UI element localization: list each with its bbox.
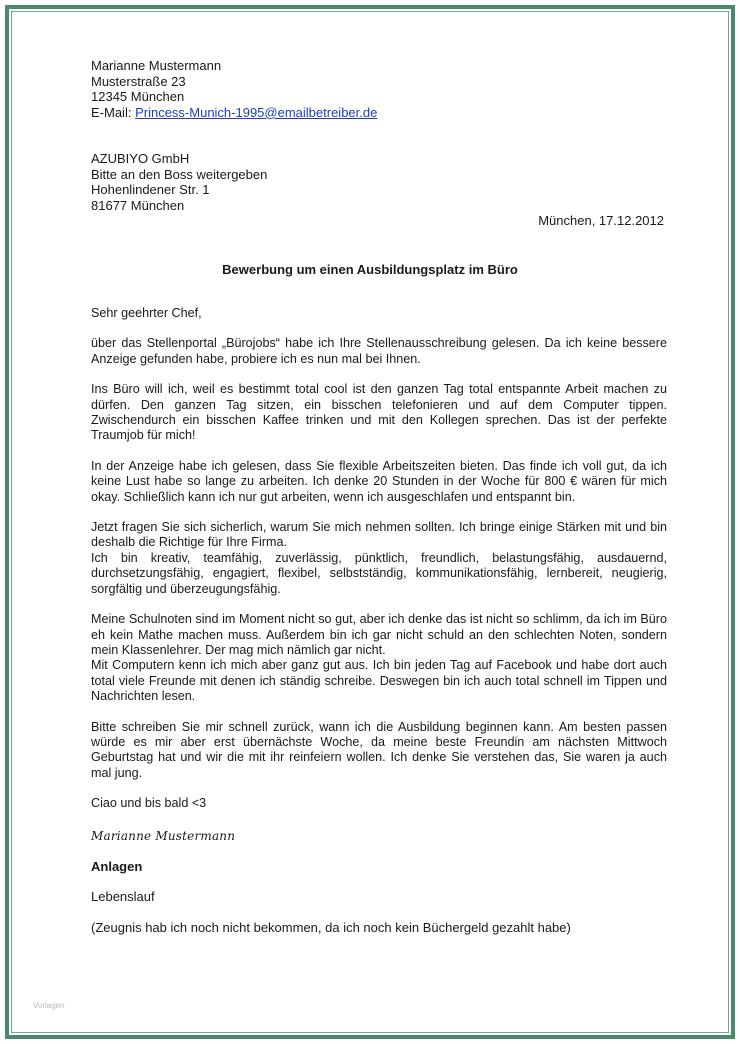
watermark: Vorlagen bbox=[33, 1001, 65, 1010]
sender-street: Musterstraße 23 bbox=[91, 73, 186, 89]
recipient-note: Bitte an den Boss weitergeben bbox=[91, 166, 268, 182]
attachments-title: Anlagen bbox=[91, 858, 143, 874]
recipient-company: AZUBIYO GmbH bbox=[91, 151, 190, 166]
email-link[interactable]: Princess-Munich-1995@emailbetreiber.de bbox=[135, 104, 378, 120]
email-label: E-Mail: bbox=[91, 104, 132, 120]
paragraph-school-grades: Meine Schulnoten sind im Moment nicht so gut, aber ich denke das ist nicht so schlimm, da ich im Büro eh kein Mathe machen muss. Außerdem bin ich gar nicht schuld an den schlechten Noten, sondern mein Klassenlehrer. Der mag mich nämlich gar nicht. bbox=[91, 612, 667, 657]
salutation: Sehr geehrter Chef, bbox=[91, 306, 202, 320]
letter-body bbox=[91, 306, 667, 950]
paragraph-strengths-list: Ich bin kreativ, teamfähig, zuverlässig, pünktlich, freundlich, belastungsfähig, ausdauernd, durchsetzungsfähig, engagiert, flexibel, selbstständig, kommunikationsfähig, lernbereit, neugierig, sorgfältig und überzeugungsfähig. bbox=[91, 550, 667, 596]
paragraph-working-hours: In der Anzeige habe ich gelesen, dass Sie flexible Arbeitszeiten bieten. Das finde ich voll gut, da ich keine Lust habe so lange zu arbeiten. Ich denke 20 Stunden in der Woche für 800 € wären für mich okay. Schließlich kann ich nur gut arbeiten, wenn ich ausgeschlafen und entspannt bin. bbox=[91, 458, 667, 504]
attachment-item: Lebenslauf bbox=[91, 889, 155, 905]
sender-city: 12345 München bbox=[91, 89, 185, 105]
attachment-item: (Zeugnis hab ich noch nicht bekommen, da ich noch kein Büchergeld gezahlt habe) bbox=[91, 919, 571, 935]
sender-address bbox=[91, 58, 377, 120]
paragraph-computer-skills: Mit Computern kenn ich mich aber ganz gut aus. Ich bin jeden Tag auf Facebook und habe dort auch total viele Freunde mit denen ich ständig schreibe. Deswegen bin ich auch total schnell im Tippen und Nachrichten lesen. bbox=[91, 658, 667, 704]
recipient-city: 81677 München bbox=[91, 197, 185, 213]
closing: Ciao und bis bald <3 bbox=[91, 796, 207, 811]
signature: Marianne Mustermann bbox=[91, 828, 236, 843]
paragraph-motivation: Ins Büro will ich, weil es bestimmt total cool ist den ganzen Tag total entspannte Arbeit machen zu dürfen. Den ganzen Tag sitzen, ein bisschen telefonieren und auf dem Computer tippen. Zwischendurch ein bisschen Kaffee trinken und mit den Kollegen sprechen. Das ist der perfekte Traumjob für mich! bbox=[91, 382, 667, 443]
recipient-street: Hohenlindener Str. 1 bbox=[91, 182, 210, 198]
sender-name: Marianne Mustermann bbox=[91, 58, 222, 73]
sender-email-line bbox=[91, 105, 377, 121]
letter-date: München, 17.12.2012 bbox=[538, 213, 664, 228]
paragraph-strengths-intro: Jetzt fragen Sie sich sicherlich, warum Sie mich nehmen sollten. Ich bringe einige Stärken mit und bin deshalb die Richtige für Ihre Firma. bbox=[91, 520, 667, 550]
paragraph-start-date: Bitte schreiben Sie mir schnell zurück, wann ich die Ausbildung beginnen kann. Am besten passen würde es mir aber erst übernächste Woche, da meine beste Freundin am nächsten Mittwoch Geburtstag hat und wir die mit ihr reinfeiern wollen. Ich denke Sie verstehen das, Sie waren ja auch mal jung. bbox=[91, 719, 667, 780]
paragraph-intro: über das Stellenportal „Bürojobs“ habe ich Ihre Stellenausschreibung gelesen. Da ich keine bessere Anzeige gefunden habe, probiere ich es nun mal bei Ihnen. bbox=[91, 336, 667, 366]
recipient-address bbox=[91, 151, 267, 213]
letter-subject: Bewerbung um einen Ausbildungsplatz im Büro bbox=[222, 262, 518, 277]
